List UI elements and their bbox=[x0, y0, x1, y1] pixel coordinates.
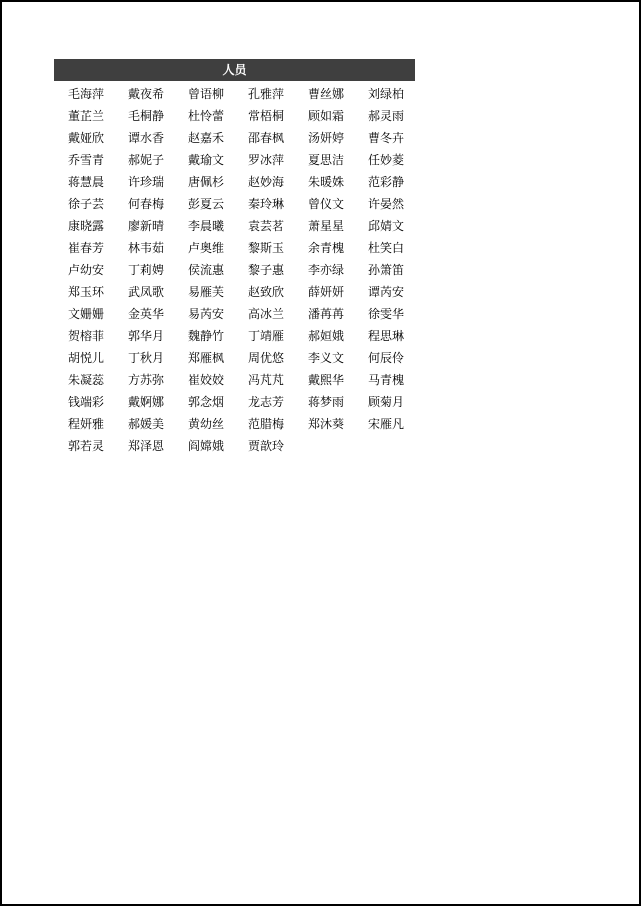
name-cell: 常梧桐 bbox=[248, 109, 285, 123]
name-cell: 程思琳 bbox=[368, 329, 405, 343]
name-cell: 范腊梅 bbox=[248, 417, 285, 431]
name-cell: 徐雯华 bbox=[368, 307, 405, 321]
name-cell: 谭水香 bbox=[128, 131, 165, 145]
name-cell: 毛海萍 bbox=[68, 87, 105, 101]
name-cell: 潘苒苒 bbox=[308, 307, 345, 321]
name-cell: 方苏弥 bbox=[128, 373, 165, 387]
name-cell: 毛桐静 bbox=[128, 109, 165, 123]
name-cell: 贾歆玲 bbox=[248, 439, 285, 453]
name-cell: 邵春枫 bbox=[248, 131, 285, 145]
name-cell: 郝姮娥 bbox=[308, 329, 345, 343]
name-cell: 赵妙海 bbox=[248, 175, 285, 189]
name-cell: 杜怜蕾 bbox=[188, 109, 225, 123]
name-cell: 高冰兰 bbox=[248, 307, 285, 321]
name-cell: 赵致欣 bbox=[248, 285, 285, 299]
name-cell: 曹冬卉 bbox=[368, 131, 405, 145]
name-cell: 廖新晴 bbox=[128, 219, 165, 233]
name-cell: 黄幼丝 bbox=[188, 417, 225, 431]
personnel-table bbox=[54, 59, 415, 457]
name-cell: 郑玉环 bbox=[68, 285, 105, 299]
name-cell: 马青槐 bbox=[368, 373, 405, 387]
name-cell: 孔雅萍 bbox=[248, 87, 285, 101]
name-cell: 曾语柳 bbox=[188, 87, 225, 101]
name-cell: 戴娅欣 bbox=[68, 131, 105, 145]
name-cell: 戴瑜文 bbox=[188, 153, 225, 167]
name-cell: 罗冰萍 bbox=[248, 153, 285, 167]
name-cell: 黎斯玉 bbox=[248, 241, 285, 255]
name-cell: 李晨曦 bbox=[188, 219, 225, 233]
name-cell: 袁芸茗 bbox=[248, 219, 285, 233]
name-cell: 郝媛美 bbox=[128, 417, 165, 431]
name-cell: 谭芮安 bbox=[368, 285, 405, 299]
name-cell: 康晓露 bbox=[68, 219, 105, 233]
name-cell: 易芮安 bbox=[188, 307, 225, 321]
name-cell: 宋雁凡 bbox=[368, 417, 405, 431]
name-cell: 杜笑白 bbox=[368, 241, 405, 255]
name-cell: 郭念烟 bbox=[188, 395, 225, 409]
name-cell: 阎嫦娥 bbox=[188, 439, 225, 453]
name-cell: 蒋梦雨 bbox=[308, 395, 345, 409]
name-cell: 彭夏云 bbox=[188, 197, 225, 211]
name-cell: 朱凝蕊 bbox=[68, 373, 105, 387]
name-cell: 许晏然 bbox=[368, 197, 405, 211]
name-cell: 朱暖姝 bbox=[308, 175, 345, 189]
name-cell: 郭华月 bbox=[128, 329, 165, 343]
name-cell: 钱端彩 bbox=[68, 395, 105, 409]
name-cell: 余青槐 bbox=[308, 241, 345, 255]
name-cell: 何辰伶 bbox=[368, 351, 405, 365]
name-cell: 武凤歌 bbox=[128, 285, 165, 299]
name-cell: 卢幼安 bbox=[68, 263, 105, 277]
name-cell: 李义文 bbox=[308, 351, 345, 365]
name-cell: 侯流惠 bbox=[188, 263, 225, 277]
name-cell: 魏静竹 bbox=[188, 329, 225, 343]
name-cell: 薛妍妍 bbox=[308, 285, 345, 299]
name-cell: 郑泽恩 bbox=[128, 439, 165, 453]
name-cell: 徐子芸 bbox=[68, 197, 105, 211]
name-cell: 周优悠 bbox=[248, 351, 285, 365]
name-cell: 戴夜希 bbox=[128, 87, 165, 101]
name-cell: 郑沐葵 bbox=[308, 417, 345, 431]
name-cell: 孙箫笛 bbox=[368, 263, 405, 277]
name-cell: 崔春芳 bbox=[68, 241, 105, 255]
name-cell: 郝灵雨 bbox=[368, 109, 405, 123]
name-cell: 冯芃芃 bbox=[248, 373, 285, 387]
name-cell: 易雁芙 bbox=[188, 285, 225, 299]
name-cell: 卢奥维 bbox=[188, 241, 225, 255]
name-cell: 程妍雅 bbox=[68, 417, 105, 431]
name-cell: 文姗姗 bbox=[68, 307, 105, 321]
name-cell: 赵嘉禾 bbox=[188, 131, 225, 145]
name-cell: 李亦绿 bbox=[308, 263, 345, 277]
name-cell: 龙志芳 bbox=[248, 395, 285, 409]
name-cell: 胡悦儿 bbox=[68, 351, 105, 365]
name-cell: 乔雪青 bbox=[68, 153, 105, 167]
name-cell: 邱婧文 bbox=[368, 219, 405, 233]
name-cell: 丁靖雁 bbox=[248, 329, 285, 343]
name-cell: 顾菊月 bbox=[368, 395, 405, 409]
name-cell: 唐佩杉 bbox=[188, 175, 225, 189]
name-cell: 刘绿柏 bbox=[368, 87, 405, 101]
name-cell: 蒋慧晨 bbox=[68, 175, 105, 189]
table-header: 人员 bbox=[54, 59, 415, 81]
name-cell: 林韦茹 bbox=[128, 241, 165, 255]
name-cell: 郝妮子 bbox=[128, 153, 165, 167]
name-cell: 郭若灵 bbox=[68, 439, 105, 453]
name-cell: 曾仪文 bbox=[308, 197, 345, 211]
name-cell: 范彩静 bbox=[368, 175, 405, 189]
name-cell: 夏思洁 bbox=[308, 153, 345, 167]
name-cell: 许珍瑞 bbox=[128, 175, 165, 189]
name-cell: 萧星星 bbox=[308, 219, 345, 233]
name-cell: 崔姣姣 bbox=[188, 373, 225, 387]
name-cell: 任妙菱 bbox=[368, 153, 405, 167]
name-cell: 何春梅 bbox=[128, 197, 165, 211]
name-cell: 秦玲琳 bbox=[248, 197, 285, 211]
name-cell: 董芷兰 bbox=[68, 109, 105, 123]
name-cell: 顾如霜 bbox=[308, 109, 345, 123]
name-cell: 丁秋月 bbox=[128, 351, 165, 365]
name-cell: 贺榕菲 bbox=[68, 329, 105, 343]
name-cell: 金英华 bbox=[128, 307, 165, 321]
name-cell: 郑雁枫 bbox=[188, 351, 225, 365]
name-cell: 汤妍婷 bbox=[308, 131, 345, 145]
name-cell: 丁莉娉 bbox=[128, 263, 165, 277]
name-cell: 黎子惠 bbox=[248, 263, 285, 277]
name-cell: 戴婀娜 bbox=[128, 395, 165, 409]
name-cell: 戴熙华 bbox=[308, 373, 345, 387]
name-cell: 曹丝娜 bbox=[308, 87, 345, 101]
name-grid bbox=[68, 83, 415, 457]
